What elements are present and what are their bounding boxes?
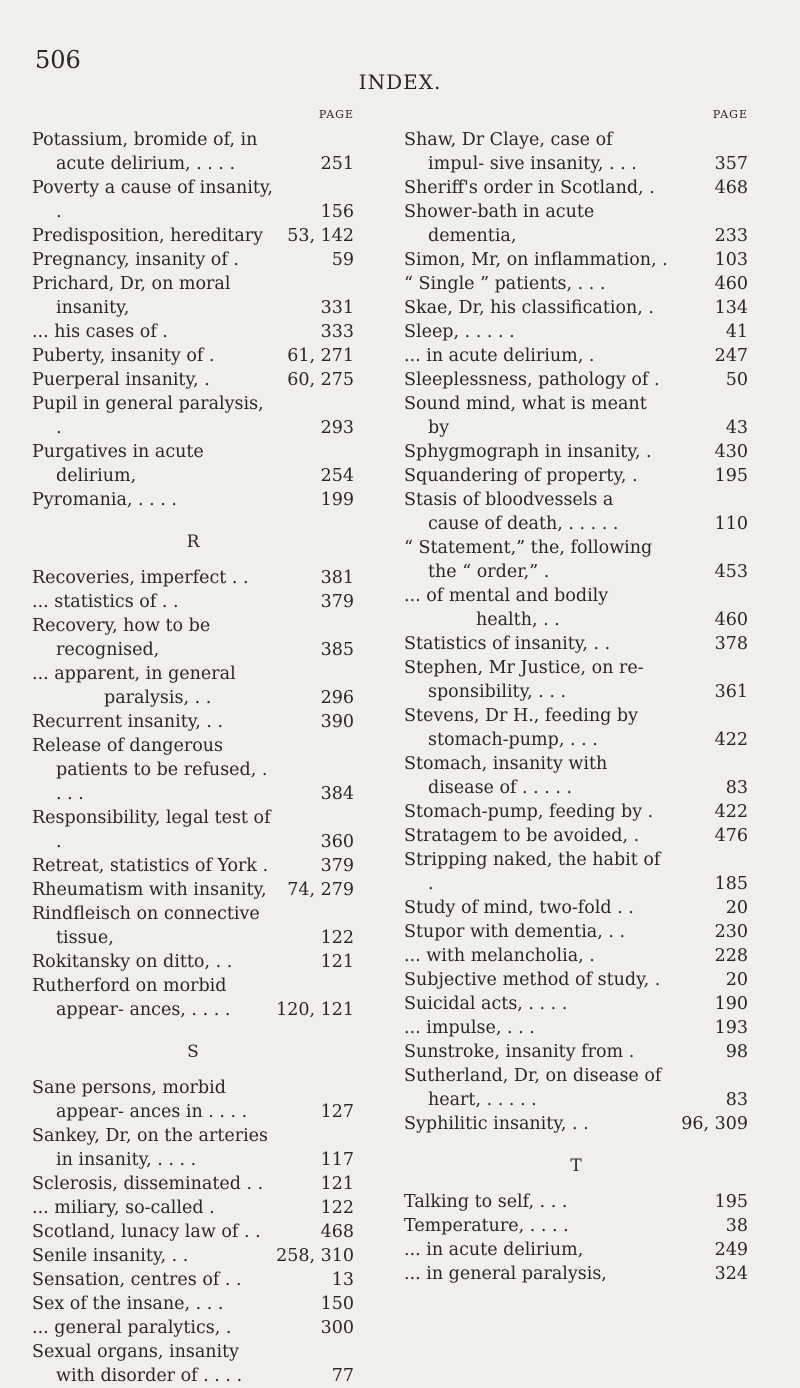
index-entry-pages: 381 — [320, 568, 354, 588]
index-entry-pages: 50 — [725, 370, 748, 390]
index-entry — [32, 488, 354, 512]
section-letter: T — [570, 1156, 582, 1176]
section-letter: S — [187, 1042, 199, 1062]
index-entry-text: Sleep, . . . . . — [404, 322, 515, 342]
index-entry-pages: 103 — [714, 250, 748, 270]
index-entry — [404, 440, 748, 464]
index-entry — [404, 392, 748, 440]
index-entry-pages: 190 — [714, 994, 748, 1014]
index-entry-text: Sheriff's order in Scotland, . — [404, 178, 655, 198]
index-entry-text: Suicidal acts, . . . . — [404, 994, 568, 1014]
index-entry-pages: 357 — [714, 154, 748, 174]
index-entry-text: Potassium, bromide of, in acute delirium, . . . . — [32, 130, 258, 174]
index-entry — [32, 974, 354, 1022]
index-entry-pages: 195 — [714, 1192, 748, 1212]
index-entry — [32, 1268, 354, 1292]
index-entry — [32, 1196, 354, 1220]
index-entry-text: Responsibility, legal test of . — [32, 808, 271, 852]
index-entry-pages: 117 — [320, 1150, 354, 1170]
index-entry-text: Stasis of bloodvessels a cause of death, . . . . . — [404, 490, 619, 534]
index-entry-text: ... impulse, . . . — [404, 1018, 535, 1038]
index-entry — [404, 824, 748, 848]
index-entry-pages: 361 — [714, 682, 748, 702]
index-entry-text: Stomach, insanity with disease of . . . . . — [404, 754, 608, 798]
index-entry-text: Rutherford on morbid appear- ances, . . . . — [32, 976, 231, 1020]
index-entry-pages: 468 — [714, 178, 748, 198]
index-entry — [404, 176, 748, 200]
index-entry-pages: 83 — [725, 778, 748, 798]
index-entry-pages: 324 — [714, 1264, 748, 1284]
index-entry-pages: 422 — [714, 730, 748, 750]
index-entry — [32, 950, 354, 974]
index-entry-pages: 460 — [714, 274, 748, 294]
index-entry — [32, 1076, 354, 1124]
index-entry-text: Sensation, centres of . . — [32, 1270, 242, 1290]
index-entry — [32, 368, 354, 392]
index-entry-pages: 254 — [320, 466, 354, 486]
index-entry — [404, 272, 748, 296]
index-entry-pages: 43 — [725, 418, 748, 438]
index-entry — [32, 854, 354, 878]
index-entry — [32, 440, 354, 488]
index-entry-pages: 193 — [714, 1018, 748, 1038]
index-entry-text: Sclerosis, disseminated . . — [32, 1174, 264, 1194]
index-entry — [404, 992, 748, 1016]
index-entry-text: Recoveries, imperfect . . — [32, 568, 249, 588]
index-entry-text: Poverty a cause of insanity, . — [32, 178, 273, 222]
index-entry-text: Pyromania, . . . . — [32, 490, 177, 510]
index-entry — [404, 1040, 748, 1064]
index-entry — [32, 224, 354, 248]
index-entry-pages: 195 — [714, 466, 748, 486]
index-entry-text: Puberty, insanity of . — [32, 346, 215, 366]
index-entry-text: Release of dangerous patients to be refused, . . . . — [32, 736, 268, 804]
index-entry-pages: 38 — [725, 1216, 748, 1236]
index-entry — [404, 296, 748, 320]
index-column-left — [32, 108, 354, 1388]
index-entry-text: “ Single ” patients, . . . — [404, 274, 606, 294]
index-entry-pages: 390 — [320, 712, 354, 732]
index-entry-pages: 199 — [320, 490, 354, 510]
index-entry-text: Sleeplessness, pathology of . — [404, 370, 660, 390]
index-entry — [32, 320, 354, 344]
index-entry-text: Temperature, . . . . — [404, 1216, 569, 1236]
index-entry — [32, 1220, 354, 1244]
index-entry-text: Pregnancy, insanity of . — [32, 250, 239, 270]
index-entry-text: Sane persons, morbid appear- ances in . . . . — [32, 1078, 248, 1122]
running-head-title: INDEX. — [358, 70, 442, 94]
index-entry — [404, 368, 748, 392]
index-entry-pages: 247 — [714, 346, 748, 366]
index-entry-pages: 127 — [320, 1102, 354, 1122]
index-entry-pages: 228 — [714, 946, 748, 966]
index-entry-text: Shower-bath in acute dementia, — [404, 202, 595, 246]
index-entry-text: Sunstroke, insanity from . — [404, 1042, 635, 1062]
index-entry-pages: 379 — [320, 856, 354, 876]
index-entry-pages: 249 — [714, 1240, 748, 1260]
index-entry-text: Stupor with dementia, . . — [404, 922, 626, 942]
index-entry — [32, 248, 354, 272]
index-entry-pages: 122 — [320, 1198, 354, 1218]
index-entry-text: Sutherland, Dr, on disease of heart, . . . . . — [404, 1066, 662, 1110]
index-entry — [404, 752, 748, 800]
index-entry-text: Simon, Mr, on inflammation, . — [404, 250, 668, 270]
index-entry — [404, 800, 748, 824]
index-entry — [404, 1190, 748, 1214]
index-entry-pages: 61, 271 — [287, 346, 354, 366]
index-entry-text: Puerperal insanity, . — [32, 370, 210, 390]
index-entry — [32, 128, 354, 176]
index-entry-pages: 41 — [725, 322, 748, 342]
index-entry-pages: 185 — [714, 874, 748, 894]
index-entry-pages: 134 — [714, 298, 748, 318]
index-entry — [404, 1238, 748, 1262]
index-entry — [32, 1124, 354, 1172]
index-entry-text: Rindfleisch on connective tissue, — [32, 904, 260, 948]
index-entry — [404, 896, 748, 920]
index-entry-text: ... apparent, in general paralysis, . . — [32, 664, 236, 708]
index-entry — [404, 704, 748, 752]
index-entry-pages: 331 — [320, 298, 354, 318]
index-entry-text: Recovery, how to be recognised, — [32, 616, 211, 660]
index-entry — [404, 1214, 748, 1238]
index-entry — [404, 656, 748, 704]
index-entry-pages: 468 — [320, 1222, 354, 1242]
index-entry — [32, 902, 354, 950]
index-entry — [404, 1016, 748, 1040]
index-entry-pages: 378 — [714, 634, 748, 654]
index-entry-text: Senile insanity, . . — [32, 1246, 189, 1266]
index-entry-text: Recurrent insanity, . . — [32, 712, 224, 732]
index-entry-pages: 293 — [320, 418, 354, 438]
index-column-right — [404, 108, 748, 1286]
page-number: 506 — [35, 46, 81, 74]
index-entry-pages: 430 — [714, 442, 748, 462]
index-entry-pages: 120, 121 — [276, 1000, 354, 1020]
section-letter: R — [186, 532, 200, 552]
index-entry-text: Statistics of insanity, . . — [404, 634, 611, 654]
index-entry — [404, 920, 748, 944]
index-entry-text: ... in general paralysis, — [404, 1264, 607, 1284]
index-entry — [32, 662, 354, 710]
index-entry-pages: 453 — [714, 562, 748, 582]
index-entry — [32, 344, 354, 368]
index-entry-pages: 20 — [725, 898, 748, 918]
index-entry-text: ... statistics of . . — [32, 592, 179, 612]
index-entry-text: Squandering of property, . — [404, 466, 638, 486]
index-entry-text: ... with melancholia, . — [404, 946, 595, 966]
index-entry — [32, 590, 354, 614]
index-entry — [404, 200, 748, 248]
index-entry — [404, 248, 748, 272]
index-entry — [32, 566, 354, 590]
index-entry-text: Pupil in general paralysis, . — [32, 394, 264, 438]
index-entry-text: Syphilitic insanity, . . — [404, 1114, 589, 1134]
index-entry — [404, 632, 748, 656]
page-column-label: PAGE — [318, 108, 354, 121]
index-entry — [404, 320, 748, 344]
index-entry — [404, 464, 748, 488]
index-entry — [32, 710, 354, 734]
index-entry — [32, 272, 354, 320]
index-entry — [32, 614, 354, 662]
index-entry-text: Stratagem to be avoided, . — [404, 826, 640, 846]
index-entry — [404, 1112, 748, 1136]
index-entry-pages: 110 — [714, 514, 748, 534]
index-entry — [32, 806, 354, 854]
index-entry-pages: 422 — [714, 802, 748, 822]
index-entry — [404, 584, 748, 632]
index-entry — [404, 128, 748, 176]
index-entry-pages: 233 — [714, 226, 748, 246]
index-entry-text: Talking to self, . . . — [404, 1192, 568, 1212]
index-entry-text: ... general paralytics, . — [32, 1318, 232, 1338]
index-entry — [32, 1316, 354, 1340]
index-entry-pages: 60, 275 — [287, 370, 354, 390]
index-entry-text: “ Statement,” the, following the “ order,” . — [404, 538, 653, 582]
index-entry-pages: 59 — [331, 250, 354, 270]
index-entry-text: Shaw, Dr Claye, case of impul- sive insanity, . . . — [404, 130, 637, 174]
index-entry-pages: 121 — [320, 1174, 354, 1194]
index-entry-text: Rheumatism with insanity, — [32, 880, 267, 900]
index-entry-pages: 53, 142 — [287, 226, 354, 246]
index-entry-text: Stephen, Mr Justice, on re- sponsibility, . . . — [404, 658, 644, 702]
index-entry-pages: 156 — [320, 202, 354, 222]
index-entry-pages: 476 — [714, 826, 748, 846]
index-entry-pages: 258, 310 — [276, 1246, 354, 1266]
index-entry — [32, 1292, 354, 1316]
index-entry — [404, 848, 748, 896]
index-entry-text: Scotland, lunacy law of . . — [32, 1222, 261, 1242]
index-entry-pages: 379 — [320, 592, 354, 612]
index-entry-pages: 360 — [320, 832, 354, 852]
index-entry-pages: 333 — [320, 322, 354, 342]
index-entry-pages: 251 — [320, 154, 354, 174]
index-entry-text: Sankey, Dr, on the arteries in insanity, . . . . — [32, 1126, 269, 1170]
index-entry-text: Sound mind, what is meant by — [404, 394, 647, 438]
index-entry-text: Retreat, statistics of York . — [32, 856, 269, 876]
index-entry-pages: 20 — [725, 970, 748, 990]
index-entry — [32, 1172, 354, 1196]
index-entry — [404, 968, 748, 992]
index-entry-text: Subjective method of study, . — [404, 970, 661, 990]
index-entry-pages: 77 — [331, 1366, 354, 1386]
index-entry-pages: 230 — [714, 922, 748, 942]
index-entry — [404, 488, 748, 536]
index-entry-text: Skae, Dr, his classification, . — [404, 298, 654, 318]
index-entry-pages: 150 — [320, 1294, 354, 1314]
index-entry-text: Sex of the insane, . . . — [32, 1294, 224, 1314]
index-entry-pages: 460 — [714, 610, 748, 630]
index-entry-text: Study of mind, two-fold . . — [404, 898, 634, 918]
index-entry-text: Purgatives in acute delirium, — [32, 442, 204, 486]
index-entry — [404, 1262, 748, 1286]
index-entry — [404, 344, 748, 368]
index-entry-pages: 122 — [320, 928, 354, 948]
page-column-label: PAGE — [712, 108, 748, 121]
index-entry — [32, 1244, 354, 1268]
index-entry-text: Sphygmograph in insanity, . — [404, 442, 652, 462]
index-entry-text: Stripping naked, the habit of . — [404, 850, 661, 894]
index-entry-text: Prichard, Dr, on moral insanity, — [32, 274, 231, 318]
index-entry-text: ... of mental and bodily health, . . — [404, 586, 609, 630]
index-entry — [404, 1064, 748, 1112]
index-entry-pages: 384 — [320, 784, 354, 804]
index-entry — [32, 1340, 354, 1388]
index-entry-text: Stevens, Dr H., feeding by stomach-pump, . . . — [404, 706, 639, 750]
index-entry — [404, 944, 748, 968]
index-entry — [32, 734, 354, 806]
index-entry-pages: 121 — [320, 952, 354, 972]
index-entry-text: Stomach-pump, feeding by . — [404, 802, 654, 822]
index-entry-pages: 296 — [320, 688, 354, 708]
index-entry-text: ... in acute delirium, . — [404, 346, 595, 366]
index-entry-pages: 74, 279 — [287, 880, 354, 900]
index-entry — [32, 176, 354, 224]
index-entry-text: ... his cases of . — [32, 322, 168, 342]
index-entry-text: Rokitansky on ditto, . . — [32, 952, 233, 972]
index-entry-text: ... in acute delirium, — [404, 1240, 584, 1260]
index-entry — [32, 878, 354, 902]
index-entry-text: Predisposition, hereditary — [32, 226, 264, 246]
index-entry-pages: 13 — [331, 1270, 354, 1290]
index-entry-pages: 385 — [320, 640, 354, 660]
index-entry-pages: 83 — [725, 1090, 748, 1110]
index-entry — [404, 536, 748, 584]
index-entry — [32, 392, 354, 440]
index-entry-text: ... miliary, so-called . — [32, 1198, 215, 1218]
index-entry-pages: 300 — [320, 1318, 354, 1338]
index-entry-pages: 98 — [725, 1042, 748, 1062]
index-entry-pages: 96, 309 — [681, 1114, 748, 1134]
index-entry-text: Sexual organs, insanity with disorder of . . . . — [32, 1342, 243, 1386]
